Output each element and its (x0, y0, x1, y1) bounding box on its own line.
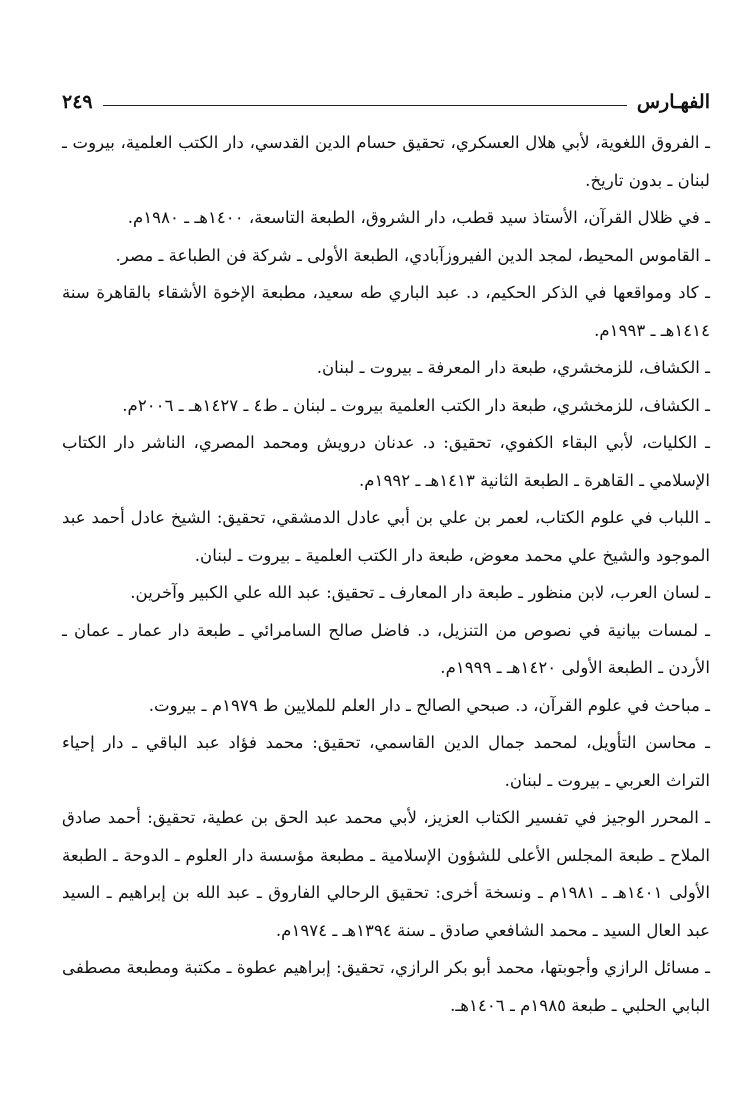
bibliography-entry: ـ لمسات بيانية في نصوص من التنزيل، د. فاضل صالح السامرائي ـ طبعة دار عمار ـ عمان ـ الأردن ـ الطبعة الأولى ١٤٢٠هـ ـ ١٩٩٩م. (62, 620, 710, 677)
running-header (62, 82, 710, 122)
bibliography-entry: ـ القاموس المحيط، لمجد الدين الفيروزآبادي، الطبعة الأولى ـ شركة فن الطباعة ـ مصر. (115, 245, 710, 265)
bibliography-entry: ـ محاسن التأويل، لمحمد جمال الدين القاسمي، تحقيق: محمد فؤاد عبد الباقي ـ دار إحياء التراث العربي ـ بيروت ـ لبنان. (62, 733, 710, 790)
bibliography-entry: ـ الكشاف، للزمخشري، طبعة دار المعرفة ـ بيروت ـ لبنان. (316, 358, 710, 377)
bibliography-entry: ـ اللباب في علوم الكتاب، لعمر بن علي بن أبي عادل الدمشقي، تحقيق: الشيخ عادل أحمد عبد الموجود والشيخ علي محمد معوض، طبعة دار الكتب العلمية ـ بيروت ـ لبنان. (62, 508, 710, 565)
bibliography-entry: ـ لسان العرب، لابن منظور ـ طبعة دار المعارف ـ تحقيق: عبد الله علي الكبير وآخرين. (130, 583, 710, 602)
section-title: الفهـارس (636, 91, 710, 113)
bibliography-entry: ـ مسائل الرازي وأجوبتها، محمد أبو بكر الرازي، تحقيق: إبراهيم عطوة ـ مكتبة ومطبعة مصطفى البابي الحلبي ـ طبعة ١٩٨٥م ـ ١٤٠٦هـ. (62, 958, 710, 1015)
bibliography-entry: ـ المحرر الوجيز في تفسير الكتاب العزيز، لأبي محمد عبد الحق بن عطية، تحقيق: أحمد صادق الملاح ـ طبعة المجلس الأعلى للشؤون الإسلامية ـ مطبعة مؤسسة دار العلوم ـ الدوحة ـ الطبعة الأولى ١٤٠١هـ ـ ١٩٨١م ـ ونسخة أخرى: تحقيق الرحالي الفاروق ـ عبد الله بن إبراهيم ـ السيد عبد العال السيد ـ محمد الشافعي صادق ـ سنة ١٣٩٤هـ ـ ١٩٧٤م. (62, 808, 711, 940)
bibliography-list (62, 124, 710, 1024)
bibliography-entry: ـ الفروق اللغوية، لأبي هلال العسكري، تحقيق حسام الدين القدسي، دار الكتب العلمية، بيروت ـ لبنان ـ بدون تاريخ. (62, 133, 710, 190)
page (62, 82, 710, 1024)
bibliography-entry: ـ الكشاف، للزمخشري، طبعة دار الكتب العلمية بيروت ـ لبنان ـ ط٤ ـ ١٤٢٧هـ ـ ٢٠٠٦م. (122, 395, 710, 415)
bibliography-entry: ـ كاد ومواقعها في الذكر الحكيم، د. عبد الباري طه سعيد، مطبعة الإخوة الأشقاء بالقاهرة سنة ١٤١٤هـ ـ ١٩٩٣م. (62, 283, 710, 340)
page-number: ٢٤٩ (62, 91, 93, 113)
header-rule (103, 105, 627, 106)
bibliography-entry: ـ مباحث في علوم القرآن، د. صبحي الصالح ـ دار العلم للملايين ط ١٩٧٩م ـ بيروت. (148, 695, 710, 715)
bibliography-entry: ـ في ظلال القرآن، الأستاذ سيد قطب، دار الشروق، الطبعة التاسعة، ١٤٠٠هـ ـ ١٩٨٠م. (127, 208, 710, 227)
bibliography-entry: ـ الكليات، لأبي البقاء الكفوي، تحقيق: د. عدنان درويش ومحمد المصري، الناشر دار الكتاب الإسلامي ـ القاهرة ـ الطبعة الثانية ١٤١٣هـ ـ ١٩٩٢م. (62, 433, 710, 490)
